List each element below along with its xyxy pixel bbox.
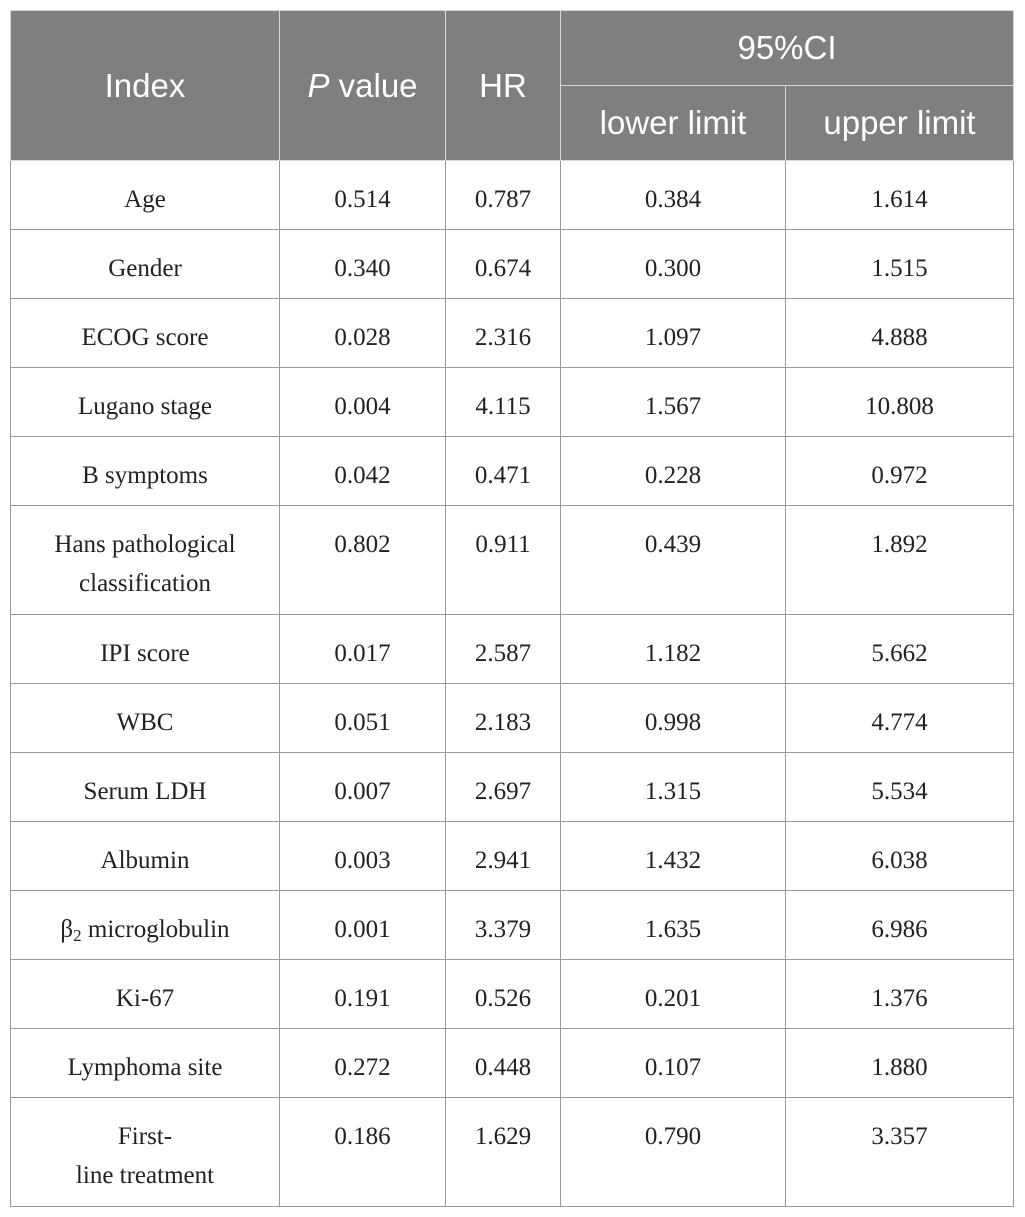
cell-p-value: 0.191 — [280, 960, 446, 1029]
cell-hr: 0.471 — [446, 437, 561, 506]
header-p-value — [280, 11, 446, 161]
cell-hr: 3.379 — [446, 891, 561, 960]
cell-p-value: 0.272 — [280, 1029, 446, 1098]
table-row — [11, 753, 1014, 822]
cell-p-value: 0.186 — [280, 1098, 446, 1207]
cell-lower-limit: 0.998 — [561, 684, 786, 753]
cell-hr: 2.587 — [446, 615, 561, 684]
cell-hr: 0.526 — [446, 960, 561, 1029]
cell-p-value: 0.017 — [280, 615, 446, 684]
cell-index: Lugano stage — [11, 368, 280, 437]
table-row — [11, 506, 1014, 615]
cell-lower-limit: 1.182 — [561, 615, 786, 684]
cell-index-line2: line treatment — [75, 1162, 215, 1189]
cell-p-value: 0.514 — [280, 161, 446, 230]
cell-index: ECOG score — [11, 299, 280, 368]
cell-index: WBC — [11, 684, 280, 753]
cell-index — [11, 1098, 280, 1207]
table-header — [11, 11, 1014, 161]
cell-hr: 2.697 — [446, 753, 561, 822]
cell-index: Lymphoma site — [11, 1029, 280, 1098]
cell-lower-limit: 0.107 — [561, 1029, 786, 1098]
cell-upper-limit: 0.972 — [786, 437, 1014, 506]
cell-upper-limit: 4.888 — [786, 299, 1014, 368]
cell-lower-limit: 0.384 — [561, 161, 786, 230]
cell-upper-limit: 4.774 — [786, 684, 1014, 753]
cell-lower-limit: 0.439 — [561, 506, 786, 615]
table-row — [11, 230, 1014, 299]
cell-index-line1: First- — [117, 1123, 173, 1150]
cell-p-value: 0.007 — [280, 753, 446, 822]
table-row — [11, 684, 1014, 753]
table-row — [11, 822, 1014, 891]
cell-upper-limit: 5.534 — [786, 753, 1014, 822]
header-index: Index — [11, 11, 280, 161]
hazard-ratio-table — [10, 10, 1014, 1207]
cell-p-value: 0.051 — [280, 684, 446, 753]
cell-index-line1: Hans pathological — [54, 531, 236, 558]
table-row — [11, 299, 1014, 368]
cell-hr: 4.115 — [446, 368, 561, 437]
table-row — [11, 437, 1014, 506]
header-lower-limit: lower limit — [561, 86, 786, 161]
cell-index: B symptoms — [11, 437, 280, 506]
cell-upper-limit: 5.662 — [786, 615, 1014, 684]
cell-index — [11, 891, 280, 960]
header-upper-limit: upper limit — [786, 86, 1014, 161]
cell-p-value: 0.340 — [280, 230, 446, 299]
cell-hr: 0.911 — [446, 506, 561, 615]
cell-lower-limit: 1.097 — [561, 299, 786, 368]
cell-index-rest: microglobulin — [81, 916, 230, 943]
cell-index: Age — [11, 161, 280, 230]
cell-p-value: 0.042 — [280, 437, 446, 506]
header-hr: HR — [446, 11, 561, 161]
table-row — [11, 1098, 1014, 1207]
cell-upper-limit: 3.357 — [786, 1098, 1014, 1207]
cell-index — [11, 506, 280, 615]
cell-upper-limit: 1.880 — [786, 1029, 1014, 1098]
cell-p-value: 0.028 — [280, 299, 446, 368]
cell-lower-limit: 1.432 — [561, 822, 786, 891]
cell-upper-limit: 1.515 — [786, 230, 1014, 299]
cell-upper-limit: 1.892 — [786, 506, 1014, 615]
cell-index: IPI score — [11, 615, 280, 684]
cell-upper-limit: 1.614 — [786, 161, 1014, 230]
table-row — [11, 368, 1014, 437]
cell-p-value: 0.802 — [280, 506, 446, 615]
cell-index-line2: classification — [79, 570, 211, 597]
cell-lower-limit: 0.300 — [561, 230, 786, 299]
cell-hr: 2.941 — [446, 822, 561, 891]
cell-hr: 1.629 — [446, 1098, 561, 1207]
cell-upper-limit: 6.986 — [786, 891, 1014, 960]
cell-index-beta: β — [60, 916, 74, 943]
cell-lower-limit: 1.635 — [561, 891, 786, 960]
cell-lower-limit: 0.790 — [561, 1098, 786, 1207]
table-row — [11, 161, 1014, 230]
cell-index: Ki-67 — [11, 960, 280, 1029]
cell-p-value: 0.003 — [280, 822, 446, 891]
cell-upper-limit: 10.808 — [786, 368, 1014, 437]
table-row — [11, 891, 1014, 960]
cell-lower-limit: 1.567 — [561, 368, 786, 437]
header-p-rest: value — [329, 66, 418, 104]
table-body — [11, 161, 1014, 1207]
cell-hr: 2.183 — [446, 684, 561, 753]
table-row — [11, 1029, 1014, 1098]
table-row — [11, 960, 1014, 1029]
cell-index: Albumin — [11, 822, 280, 891]
cell-index: Serum LDH — [11, 753, 280, 822]
cell-index: Gender — [11, 230, 280, 299]
cell-p-value: 0.004 — [280, 368, 446, 437]
cell-upper-limit: 1.376 — [786, 960, 1014, 1029]
cell-lower-limit: 0.228 — [561, 437, 786, 506]
cell-lower-limit: 0.201 — [561, 960, 786, 1029]
cell-lower-limit: 1.315 — [561, 753, 786, 822]
cell-p-value: 0.001 — [280, 891, 446, 960]
cell-hr: 0.448 — [446, 1029, 561, 1098]
header-95ci: 95%CI — [561, 11, 1014, 86]
cell-index-subscript: 2 — [73, 926, 82, 945]
cell-upper-limit: 6.038 — [786, 822, 1014, 891]
cell-hr: 0.674 — [446, 230, 561, 299]
table-row — [11, 615, 1014, 684]
cell-hr: 0.787 — [446, 161, 561, 230]
header-p-italic: P — [307, 66, 330, 104]
cell-hr: 2.316 — [446, 299, 561, 368]
